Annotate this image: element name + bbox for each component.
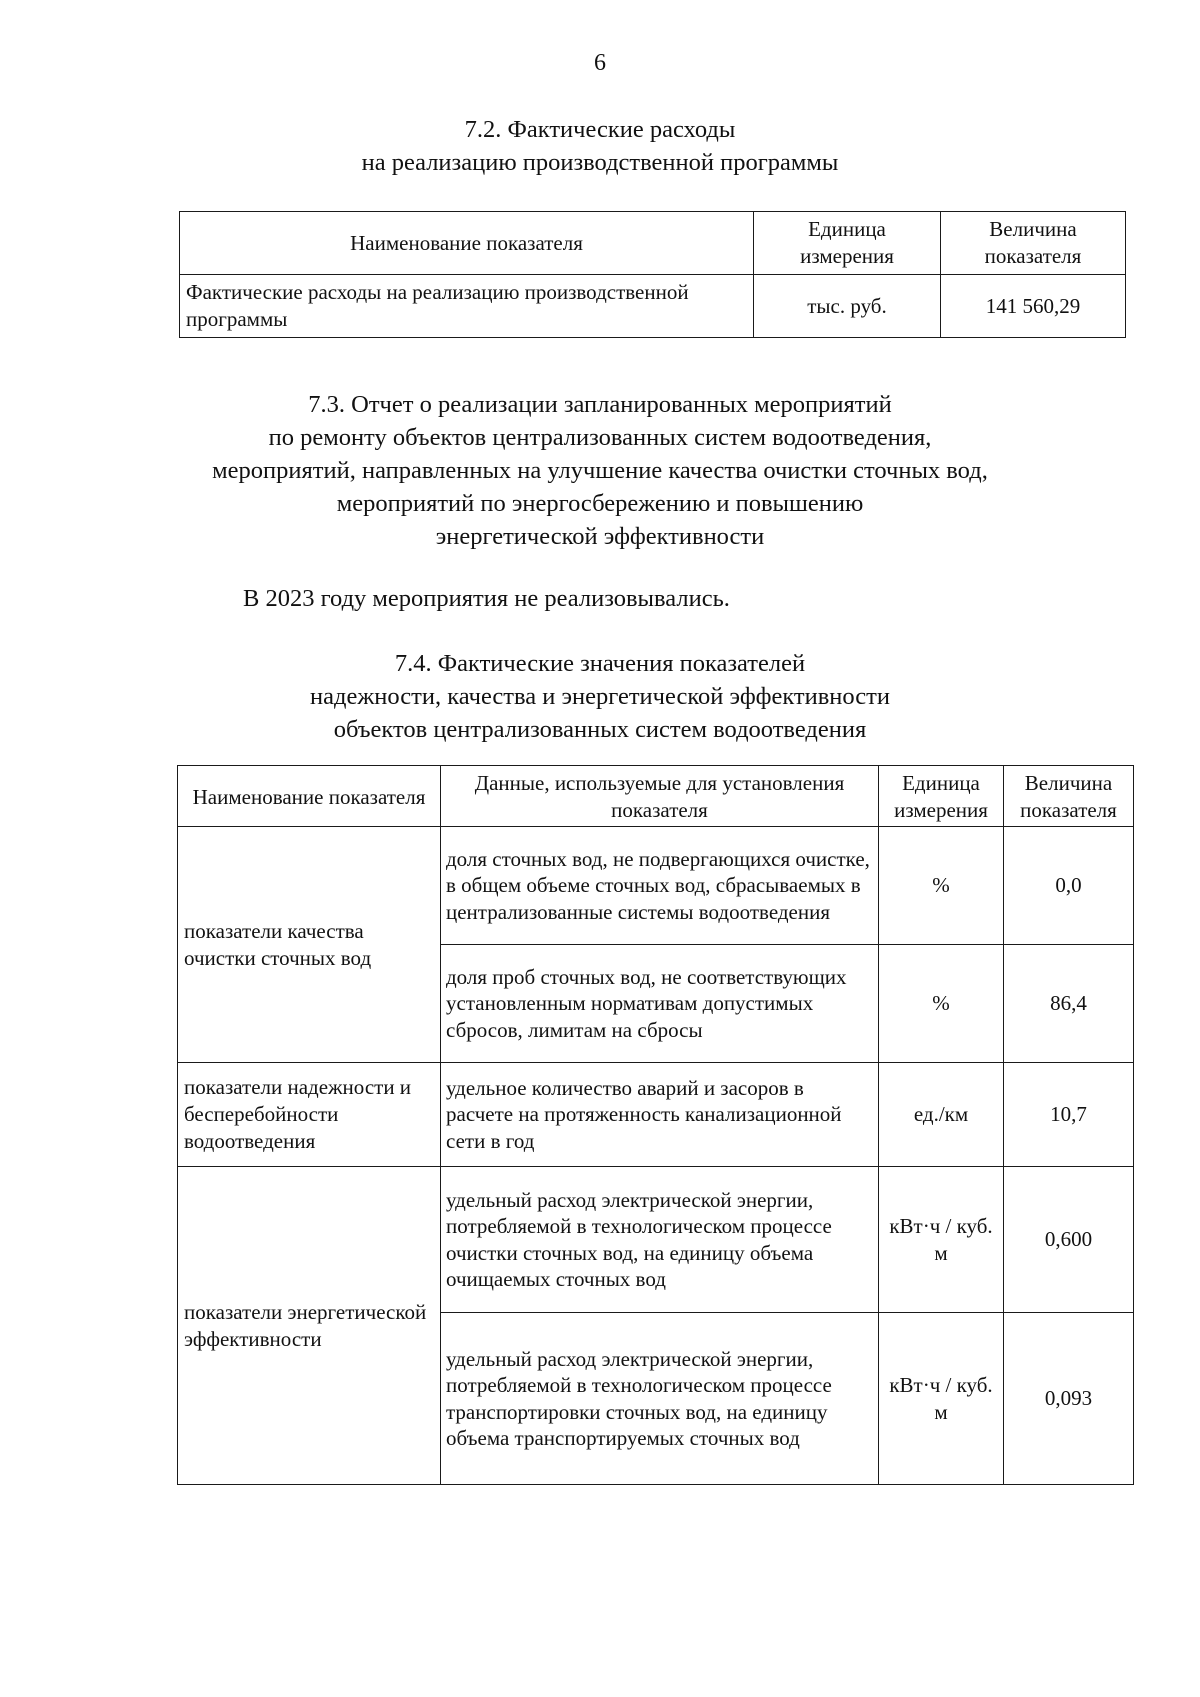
- heading-line: мероприятий, направленных на улучшение качества очистки сточных вод,: [212, 457, 988, 484]
- value-cell: 0,0: [1004, 827, 1134, 945]
- table-row: [180, 275, 1126, 338]
- header-cell: Единица измерения: [879, 766, 1004, 827]
- indicator-data: удельный расход электрической энергии, потребляемой в технологическом процессе транспортировки сточных вод, на единицу объема транспортируемых сточных вод: [441, 1313, 879, 1485]
- indicator-group-name: показатели надежности и бесперебойности водоотведения: [178, 1063, 441, 1167]
- indicator-group-name: показатели энергетической эффективности: [178, 1167, 441, 1485]
- indicator-data: удельный расход электрической энергии, потребляемой в технологическом процессе очистки сточных вод, на единицу объема очищаемых сточных вод: [441, 1167, 879, 1313]
- unit-cell: тыс. руб.: [754, 275, 941, 338]
- unit-cell: кВт·ч / куб. м: [879, 1167, 1004, 1313]
- indicator-data: удельное количество аварий и засоров в расчете на протяженность канализационной сети в год: [441, 1063, 879, 1167]
- value-cell: 141 560,29: [941, 275, 1126, 338]
- value-cell: 86,4: [1004, 945, 1134, 1063]
- table-header-row: [180, 212, 1126, 275]
- heading-line: по ремонту объектов централизованных систем водоотведения,: [268, 424, 932, 451]
- unit-cell: %: [879, 827, 1004, 945]
- indicators-table: [177, 765, 1134, 1485]
- indicator-data: доля проб сточных вод, не соответствующих установленным нормативам допустимых сбросов, лимитам на сбросы: [441, 945, 879, 1063]
- indicator-data: доля сточных вод, не подвергающихся очистке, в общем объеме сточных вод, сбрасываемых в централизованные системы водоотведения: [441, 827, 879, 945]
- heading-line: 7.4. Фактические значения показателей: [394, 650, 806, 677]
- header-cell: Величина показателя: [941, 212, 1126, 275]
- heading-line: объектов централизованных систем водоотведения: [333, 716, 867, 743]
- value-cell: 0,600: [1004, 1167, 1134, 1313]
- heading-line: 7.3. Отчет о реализации запланированных мероприятий: [308, 391, 892, 418]
- table-row: [178, 1167, 1134, 1313]
- heading-line: 7.2. Фактические расходы: [464, 116, 736, 143]
- indicator-group-name: показатели качества очистки сточных вод: [178, 827, 441, 1063]
- table-header-row: [178, 766, 1134, 827]
- section-7-3-text: В 2023 году мероприятия не реализовывались.: [243, 585, 730, 612]
- table-row: [178, 827, 1134, 945]
- unit-cell: ед./км: [879, 1063, 1004, 1167]
- expenses-table: [179, 211, 1126, 338]
- table-row: [178, 1063, 1134, 1167]
- unit-cell: %: [879, 945, 1004, 1063]
- section-7-2-heading: [0, 113, 1200, 179]
- heading-line: мероприятий по энергосбережению и повышению: [336, 490, 864, 517]
- header-cell: Наименование показателя: [180, 212, 754, 275]
- header-cell: Данные, используемые для установления показателя: [441, 766, 879, 827]
- section-7-3-heading: [0, 388, 1200, 553]
- heading-line: на реализацию производственной программы: [361, 149, 839, 176]
- unit-cell: кВт·ч / куб. м: [879, 1313, 1004, 1485]
- section-7-4-heading: [0, 647, 1200, 746]
- page-number: 6: [594, 50, 606, 76]
- value-cell: 0,093: [1004, 1313, 1134, 1485]
- indicator-name: Фактические расходы на реализацию производственной программы: [180, 275, 754, 338]
- heading-line: энергетической эффективности: [435, 523, 765, 550]
- header-cell: Наименование показателя: [178, 766, 441, 827]
- header-cell: Единица измерения: [754, 212, 941, 275]
- value-cell: 10,7: [1004, 1063, 1134, 1167]
- heading-line: надежности, качества и энергетической эффективности: [310, 683, 890, 710]
- header-cell: Величина показателя: [1004, 766, 1134, 827]
